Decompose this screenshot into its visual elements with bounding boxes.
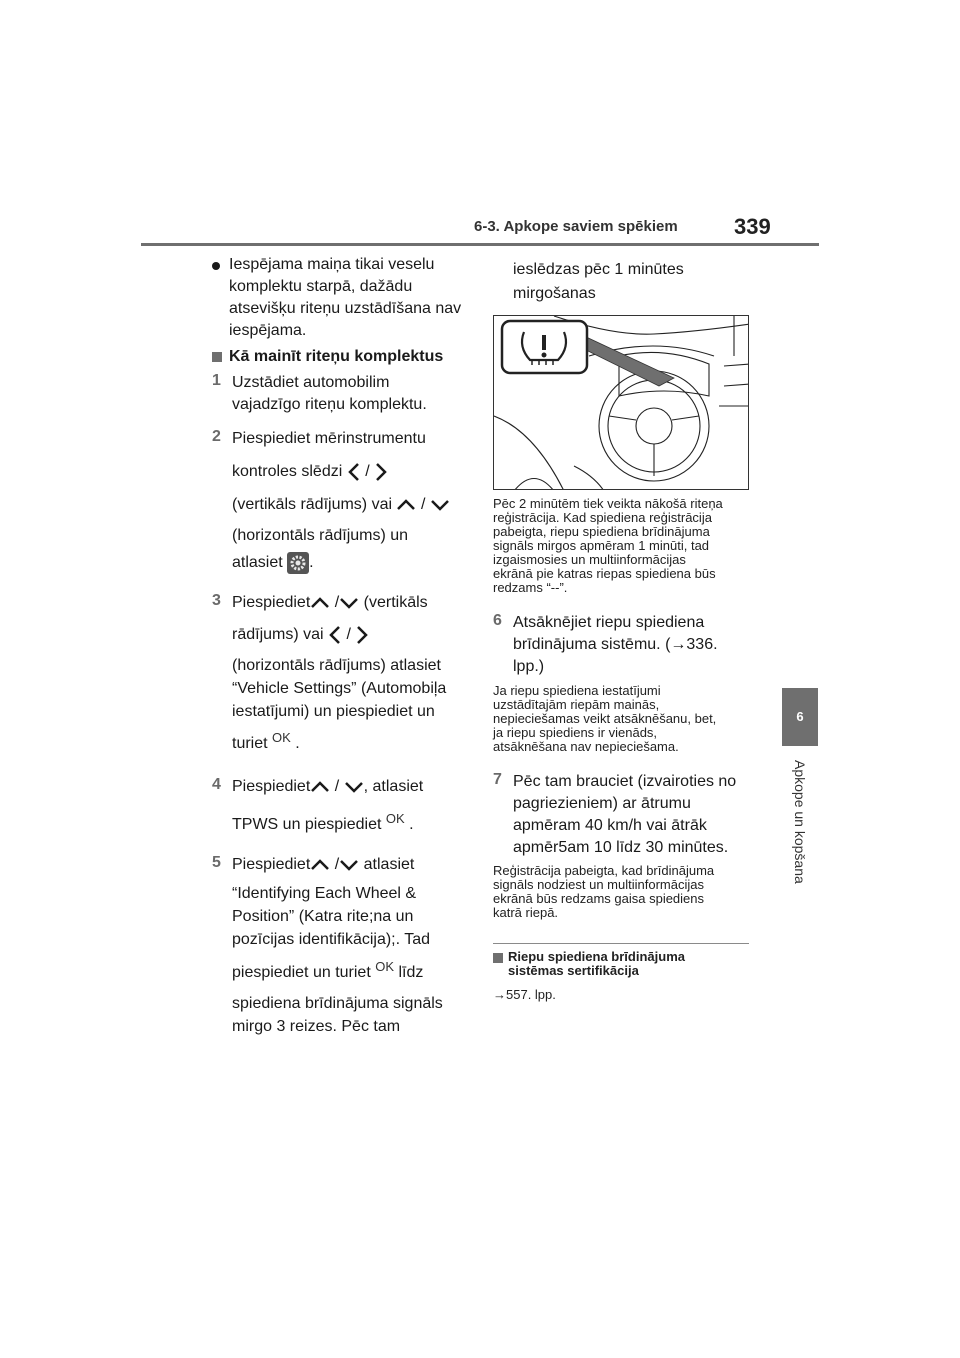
step-number: 4	[212, 776, 221, 793]
text-line: Position” (Katra rite;na un	[232, 908, 414, 925]
ok-button-icon: OK	[375, 959, 395, 974]
text-line: atsāknēšana nav nepieciešama.	[493, 739, 679, 754]
chevron-up-icon	[310, 596, 330, 610]
text-span: kontroles slēdzi	[232, 463, 343, 480]
text-span: /	[346, 626, 351, 643]
text-span: TPWS un piespiediet	[232, 816, 382, 833]
text-line: Pēc 2 minūtēm tiek veikta nākošā riteņa	[493, 496, 723, 511]
text-line: uzstādītajām riepām mainās,	[493, 697, 660, 712]
text-span: /	[334, 594, 340, 611]
text-line: pagriezieniem) ar ātrumu	[513, 795, 691, 812]
figure-caption	[493, 497, 723, 595]
chevron-up-icon	[310, 780, 330, 794]
text-span: piespiediet un turiet	[232, 964, 371, 981]
text-line: vajadzīgo riteņu komplektu.	[232, 396, 427, 413]
text-line: komplektu starpā, dažādu	[229, 278, 413, 295]
text-line: iespējama.	[229, 322, 307, 339]
step-number: 3	[212, 592, 221, 609]
ok-button-icon: OK	[272, 730, 291, 745]
chevron-right-icon	[355, 625, 369, 645]
text-line: apmēr5am 10 līdz 30 minūtes.	[513, 839, 729, 856]
continuation-text	[513, 258, 684, 306]
text-line: apmēram 40 km/h vai ātrāk	[513, 817, 707, 834]
step-number: 7	[493, 771, 502, 788]
text-line: nepieciešamas veikt atsāknēšanu, bet,	[493, 711, 717, 726]
step2-line3	[232, 494, 450, 516]
chevron-up-icon	[396, 498, 416, 512]
text-line: pabeigta, riepu spiediena brīdinājuma	[493, 524, 710, 539]
step2-line5	[232, 552, 314, 574]
header-rule	[141, 243, 819, 246]
step-number: 2	[212, 428, 221, 445]
text-line: brīdinājuma sistēmu. (→336.	[513, 636, 718, 653]
certification-heading	[508, 950, 685, 978]
bullet-text	[229, 254, 461, 342]
text-line: Iespējama maiņa tikai veselu	[229, 256, 435, 273]
text-span: .	[309, 554, 314, 572]
text-line: ieslēdzas pēc 1 minūtes	[513, 261, 684, 278]
text-line: “Identifying Each Wheel &	[232, 885, 417, 902]
step3-line1	[232, 592, 428, 614]
text-span: /	[334, 856, 340, 873]
text-span: .	[295, 735, 300, 752]
text-line: pozīcijas identifikācija);. Tad	[232, 931, 431, 948]
text-line: atsevišķu riteņu uzstādīšana nav	[229, 300, 462, 317]
chevron-left-icon	[328, 625, 342, 645]
dashboard-illustration	[493, 315, 749, 490]
subheading-square	[493, 953, 503, 963]
text-span: (vertikāls	[363, 594, 428, 611]
divider	[493, 943, 749, 944]
text-line: signāls mirgos apmēram 1 minūti, tad	[493, 538, 710, 553]
step4-line1	[232, 776, 423, 798]
chevron-down-icon	[344, 780, 364, 794]
text-line: ekrānā būs redzams gaisa spiediens	[493, 891, 705, 906]
step5-line5	[232, 959, 424, 984]
step6-note	[493, 684, 716, 754]
chevron-left-icon	[347, 462, 361, 482]
step-number: 1	[212, 372, 221, 389]
step3-line5: iestatījumi) un piespiediet un	[232, 703, 435, 720]
text-line: ja riepu spiediens ir vienāds,	[493, 725, 658, 740]
chapter-tab: 6	[782, 688, 818, 746]
text-line: sistēmas sertifikācija	[508, 963, 639, 978]
text-line: Atsāknējiet riepu spiediena	[513, 614, 705, 631]
text-span: /	[365, 463, 370, 480]
page-number: 339	[734, 214, 771, 239]
text-line: Pēc tam brauciet (izvairoties no	[513, 773, 737, 790]
step5-text	[232, 882, 430, 951]
step-number: 5	[212, 854, 221, 871]
step3-line3: (horizontāls rādījums) atlasiet	[232, 657, 441, 674]
text-line: katrā riepā.	[493, 905, 559, 920]
text-line: mirgo 3 reizes. Pēc tam	[232, 1018, 401, 1035]
text-line: izgaismosies un multiinformācijas	[493, 552, 686, 567]
text-span: atlasiet	[363, 856, 415, 873]
text-span: turiet	[232, 735, 268, 752]
chapter-title-vertical	[772, 760, 828, 900]
text-span: .	[409, 816, 414, 833]
text-line: ekrānā pie katras riepas spiediena būs	[493, 566, 716, 581]
text-line: Uzstādiet automobilim	[232, 374, 390, 391]
page-reference: →557. lpp.	[493, 987, 556, 1002]
text-span: Piespiediet	[232, 778, 311, 795]
chevron-up-icon	[310, 858, 330, 872]
text-line: reģistrācija. Kad spiediena reģistrācija	[493, 510, 712, 525]
text-span: rādījums) vai	[232, 626, 324, 643]
step1-text	[232, 372, 427, 416]
text-line: Reģistrācija pabeigta, kad brīdinājuma	[493, 863, 715, 878]
text-span: atlasiet	[232, 554, 283, 572]
step-number: 6	[493, 612, 502, 629]
section-heading: Kā mainīt riteņu komplektus	[229, 348, 444, 365]
text-line: Riepu spiediena brīdinājuma	[508, 949, 685, 964]
chevron-down-icon	[339, 596, 359, 610]
text-line: signāls nodziest un multiinformācijas	[493, 877, 704, 892]
step5-line1	[232, 854, 414, 876]
text-line: mirgošanas	[513, 285, 596, 302]
bullet-dot	[212, 262, 220, 270]
chevron-down-icon	[430, 498, 450, 512]
settings-gear-icon	[287, 552, 309, 574]
text-span: /	[420, 496, 426, 513]
text-line: redzams “--”.	[493, 580, 568, 595]
text-span: /	[334, 778, 340, 795]
chapter-title: Apkope un kopšana	[792, 760, 808, 884]
chevron-down-icon	[339, 858, 359, 872]
section-title: 6-3. Apkope saviem spēkiem	[474, 218, 678, 235]
text-line: Ja riepu spiediena iestatījumi	[493, 683, 661, 698]
step7-text	[513, 771, 736, 859]
step5-text-end	[232, 992, 443, 1038]
step6-text	[513, 612, 718, 678]
text-span: līdz	[398, 964, 424, 981]
ok-button-icon: OK	[385, 811, 405, 826]
step7-note	[493, 864, 714, 920]
text-line: lpp.)	[513, 658, 545, 675]
text-span: (vertikāls rādījums) vai	[232, 496, 393, 513]
chevron-right-icon	[374, 462, 388, 482]
heading-square	[212, 352, 222, 362]
text-span: Piespiediet	[232, 856, 311, 873]
step2-line2	[232, 461, 388, 483]
text-line: spiediena brīdinājuma signāls	[232, 995, 443, 1012]
step3-line4: “Vehicle Settings” (Automobiļa	[232, 680, 447, 697]
step3-line6	[232, 730, 300, 755]
step3-line2	[232, 624, 369, 646]
step2-line4: (horizontāls rādījums) un	[232, 527, 409, 544]
step4-line2	[232, 811, 414, 836]
text-span: , atlasiet	[363, 778, 424, 795]
step2-line1: Piespiediet mērinstrumentu	[232, 430, 426, 447]
text-span: Piespiediet	[232, 594, 311, 611]
